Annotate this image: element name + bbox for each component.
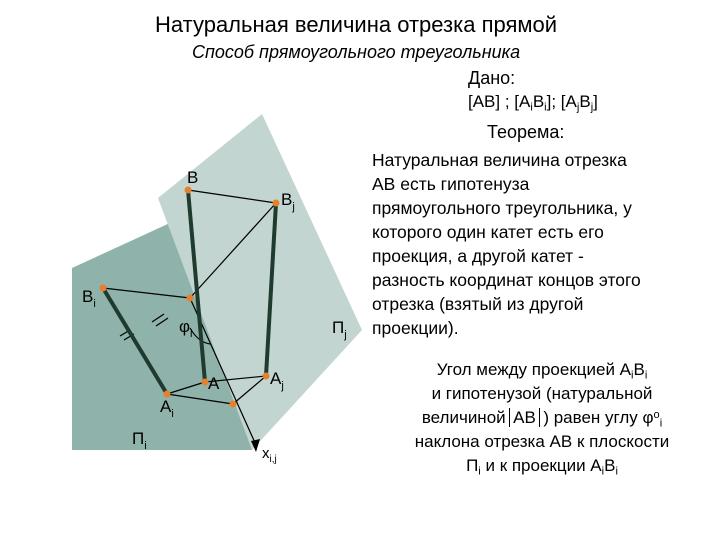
point-Ai-proj — [230, 401, 237, 408]
label-phi: $\varphi_i$ — [179, 317, 193, 340]
point-Bi — [100, 285, 107, 292]
point-Bj — [273, 200, 280, 207]
theorem-line: разность координат концов этого — [372, 270, 641, 290]
label-Pi: $П_i$ — [132, 429, 147, 452]
label-Bi: $B_i$ — [82, 287, 96, 310]
theorem-line: которого один катет есть его — [372, 222, 604, 242]
angle-line-1: Угол между проекцией $A_iB_i$ — [436, 360, 648, 382]
theorem-line: Натуральная величина отрезка — [372, 150, 627, 170]
theorem-line: отрезка (взятый из другой — [372, 294, 584, 314]
point-Aj — [263, 373, 270, 380]
label-axis: $x_{i,j}$ — [262, 445, 277, 465]
theorem-label: Теорема: — [487, 122, 565, 142]
point-B — [185, 187, 192, 194]
page-title: Натуральная величина отрезка прямой — [155, 12, 558, 37]
page-subtitle: Способ прямоугольного треугольника — [192, 42, 521, 62]
angle-line-3: величиной AB ) равен углу $\varphi^o_i$ — [421, 408, 663, 430]
label-B: B — [187, 168, 199, 187]
label-Bj: $B_j$ — [281, 190, 295, 213]
label-Ai: $A_i$ — [160, 397, 174, 420]
given-label: Дано: — [468, 68, 516, 88]
theorem-line: прямоугольного треугольника, у — [372, 198, 632, 218]
theorem-line: проекции). — [372, 318, 459, 338]
angle-line-4: наклона отрезка АВ к плоскости — [414, 432, 670, 451]
label-A: A — [208, 374, 220, 393]
theorem-line: проекция, а другой катет - — [372, 246, 584, 266]
angle-line-2: и гипотенузой (натуральной — [431, 384, 653, 403]
label-Aj: $A_j$ — [270, 369, 284, 392]
angle-line-5: $П_i$ и к проекции $A_iB_i$ — [466, 456, 618, 478]
label-Pj: $П_j$ — [332, 318, 347, 341]
theorem-line: АВ есть гипотенуза — [372, 174, 530, 194]
point-mid — [187, 295, 194, 302]
given-formula: [AB] ; $[A_iB_i]$; $[A_jB_j]$ — [468, 92, 598, 114]
